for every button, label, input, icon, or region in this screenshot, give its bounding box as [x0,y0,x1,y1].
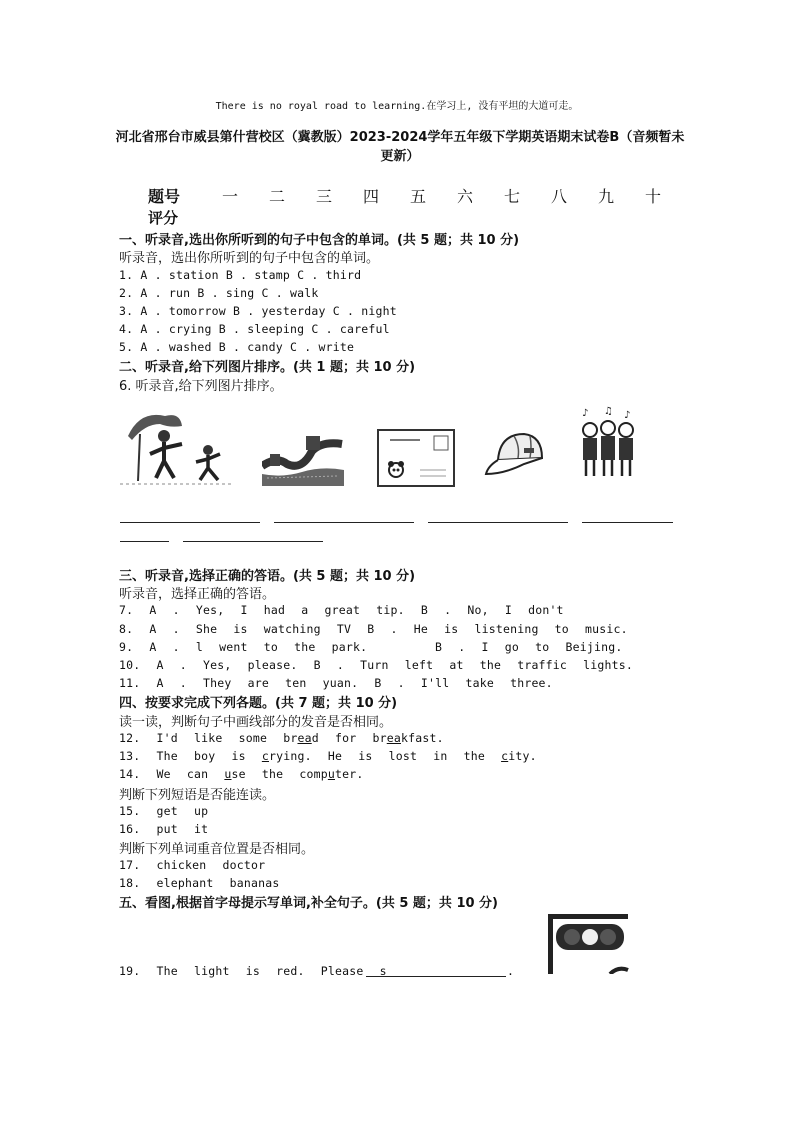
section5-heading: 五、看图,根据首字母提示写单词,补全句子。(共 5 题；共 10 分) [119,896,498,911]
section2-heading: 二、听录音,给下列图片排序。(共 1 题；共 10 分) [119,360,416,375]
score-table-columns [222,184,692,207]
question-19: 19. The light is red. Please s [119,964,387,978]
svg-text:♪: ♪ [582,408,589,419]
score-col: 四 [363,187,380,206]
envelope-panda-stamp-icon [376,428,456,488]
question-16: 16. put it [119,822,209,836]
answer-blank[interactable] [428,522,568,523]
question-9-option-b: B . I go to Beijing. [435,640,623,654]
question-2: 2. A . run B . sing C . walk [119,286,319,300]
question-11: 11. A . They are ten yuan. B . I'll take three. [119,676,553,690]
question-1: 1. A . station B . stamp C . third [119,268,362,282]
answer-blank[interactable] [582,522,673,523]
section1-instruction: 听录音，选出你所听到的句子中包含的单词。 [119,251,380,266]
score-col: 十 [645,187,662,206]
question-9: 9. A . l went to the park. [119,640,368,654]
score-col: 八 [551,187,568,206]
underlined-part: c [261,749,269,763]
answer-blank[interactable] [120,541,169,542]
question-13: 13. The boy is crying. He is lost in the city. [119,749,537,763]
question-7: 7. A . Yes, I had a great tip. B . No, I don't [119,603,564,617]
question-8: 8. A . She is watching TV B . He is listening to music. [119,622,628,636]
question-15: 15. get up [119,804,209,818]
underlined-part: u [327,767,335,781]
tai-chi-people-icon [120,406,232,488]
answer-blank[interactable] [120,522,260,523]
singing-children-icon [578,406,638,480]
answer-blank[interactable] [183,541,323,542]
score-col: 三 [316,187,333,206]
score-table-header: 题号 [148,187,181,206]
score-row-label: 评分 [148,209,179,227]
question-18: 18. elephant bananas [119,876,280,890]
answer-blank-19[interactable] [366,976,506,977]
baseball-cap-icon [484,430,548,480]
question-12: 12. I'd like some bread for breakfast. [119,731,444,745]
score-col: 六 [457,187,474,206]
question-17: 17. chicken doctor [119,858,266,872]
underlined-part: ea [297,731,312,745]
score-col: 五 [410,187,427,206]
score-col: 九 [598,187,615,206]
section4-instruction-1: 读一读，判断句子中画线部分的发音是否相同。 [119,715,393,730]
section4-instruction-2: 判断下列短语是否能连读。 [119,788,276,803]
section1-heading: 一、听录音,选出你所听到的句子中包含的单词。(共 5 题；共 10 分) [119,233,520,248]
section4-instruction-3: 判断下列单词重音位置是否相同。 [119,842,315,857]
question-5: 5. A . washed B . candy C . write [119,340,355,354]
traffic-light-icon [540,912,632,974]
section4-heading: 四、按要求完成下列各题。(共 7 题；共 10 分) [119,696,398,711]
question-4: 4. A . crying B . sleeping C . careful [119,322,390,336]
section2-instruction: 6. 听录音,给下列图片排序。 [119,379,283,394]
section3-heading: 三、听录音,选择正确的答语。(共 5 题；共 10 分) [119,569,416,584]
exam-title: 河北省邢台市威县第什营校区（冀教版）2023-2024学年五年级下学期英语期末试卷B（音频暂未更新） [115,130,685,164]
score-col: 二 [269,187,286,206]
underlined-part: c [501,749,509,763]
score-col: 七 [504,187,521,206]
great-wall-icon [262,426,344,486]
question-14: 14. We can use the computer. [119,767,364,781]
question-19-period: . [507,964,515,978]
underlined-part: ea [386,731,401,745]
underlined-part: u [224,767,232,781]
question-10: 10. A . Yes, please. B . Turn left at the traffic lights. [119,658,634,672]
svg-text:♪: ♪ [624,410,631,421]
score-col: 一 [222,187,239,206]
answer-blank[interactable] [274,522,414,523]
question-3: 3. A . tomorrow B . yesterday C . night [119,304,397,318]
motto: There is no royal road to learning.在学习上, 没有平坦的大道可走。 [215,101,579,112]
section3-instruction: 听录音，选择正确的答语。 [119,587,276,602]
svg-text:♫: ♫ [604,406,613,417]
